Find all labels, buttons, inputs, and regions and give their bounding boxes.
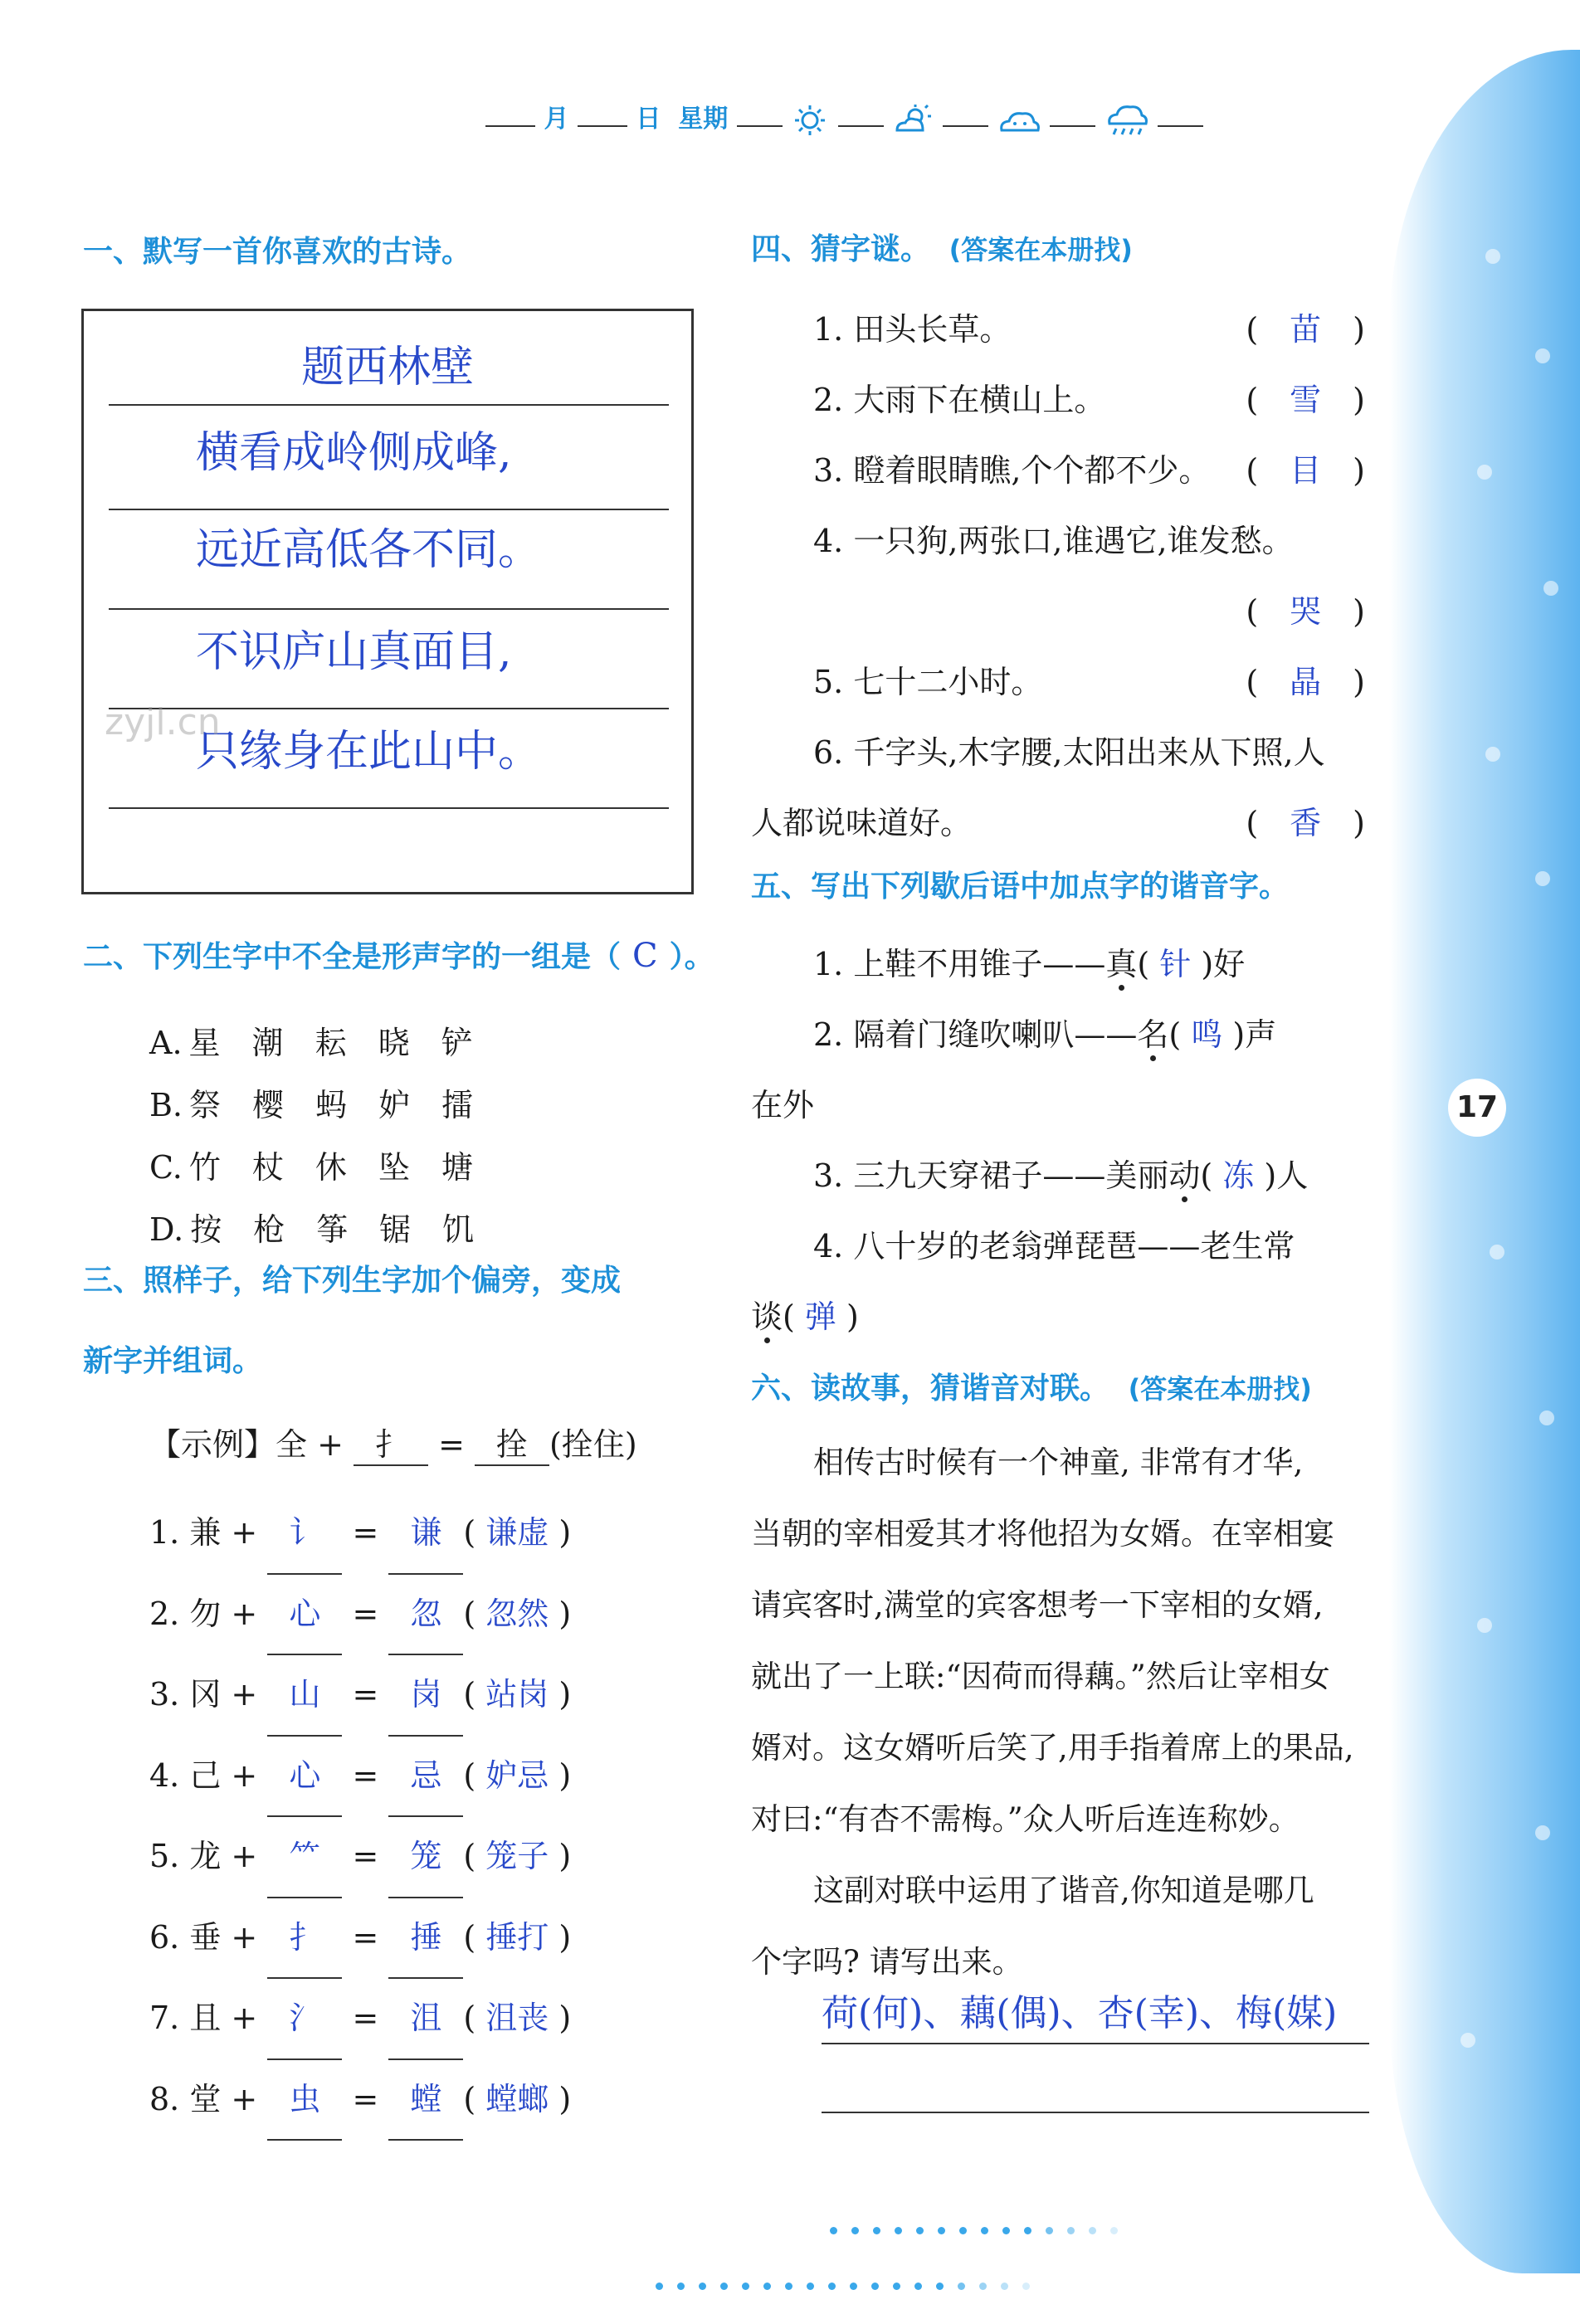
paw-print-decoration: [1477, 465, 1492, 480]
option-label: B.: [149, 1087, 183, 1123]
paw-print-decoration: [1543, 581, 1558, 596]
date-header: [485, 98, 1203, 137]
xiehouyu-row: 谈( 弹 ): [751, 1298, 859, 1335]
option-row: B. 祭 樱 蚂 妒 擂: [149, 1087, 474, 1123]
radical-item: 1. 兼 + 讠 = 谦 ( 谦虚 ): [149, 1493, 571, 1575]
xiehouyu-row: 3. 三九天穿裙子——美丽动( 冻 )人: [813, 1157, 1309, 1194]
radical-item: 8. 堂 + 虫 = 螳 ( 螳螂 ): [149, 2060, 571, 2141]
sunny-icon: [791, 105, 837, 134]
month-label: 月: [544, 105, 569, 134]
riddles: [751, 295, 1365, 859]
story-line: 当朝的宰相爱其才将他招为女婿。在宰相宴: [751, 1516, 1334, 1552]
question-line: 个字吗? 请写出来。: [751, 1944, 1023, 1980]
section6-note: (答案在本册找): [1128, 1373, 1312, 1405]
riddle-row: 2. 大雨下在横山上。 ( 雪 ): [813, 382, 1365, 418]
riddle-row: 1. 田头长草。 ( 苗 ): [813, 311, 1365, 348]
writing-line: [109, 509, 669, 510]
xiehouyu-items: [751, 929, 1365, 1352]
page-number: 17: [1448, 1079, 1506, 1137]
story-text: [751, 1427, 1373, 1998]
radical-item: 6. 垂 + 扌 = 捶 ( 捶打 ): [149, 1898, 571, 1980]
story-line: 相传古时候有一个神童, 非常有才华,: [813, 1445, 1304, 1480]
radical-item: 2. 勿 + 心 = 忽 ( 忽然 ): [149, 1575, 571, 1656]
section4-note: (答案在本册找): [948, 234, 1133, 266]
couplet-answer: 荷(何)、藕(偶)、杏(幸)、梅(媒): [822, 1983, 1369, 2044]
partly-sunny-icon: [892, 105, 942, 134]
riddle-answer-row: ( 哭 ): [1246, 593, 1365, 630]
poem-title: 题西林壁: [300, 343, 474, 392]
answer-line: [822, 2112, 1369, 2113]
example-word: (拴住): [549, 1426, 637, 1463]
riddle-row: 4. 一只狗,两张口,谁遇它,谁发愁。: [813, 523, 1294, 559]
example-row: 【示例】全 + 扌 = 拴 (拴住): [149, 1419, 637, 1466]
section3-title-line2: 新字并组词。: [83, 1344, 263, 1378]
section4-title: [751, 226, 1133, 268]
section5-title: 五、写出下列歇后语中加点字的谐音字。: [751, 870, 1290, 904]
riddle-row: 6. 千字头,木字腰,太阳出来从下照,人: [813, 734, 1325, 771]
section2-title-prefix: 二、下列生字中不全是形声字的一组是（: [83, 940, 622, 974]
riddle-row: 5. 七十二小时。 ( 晶 ): [813, 664, 1365, 700]
section6-title: [751, 1365, 1312, 1407]
writing-line: [109, 404, 669, 406]
radical-item: 5. 龙 + ⺮ = 笼 ( 笼子 ): [149, 1817, 571, 1898]
option-row: C. 竹 杖 休 坠 塘: [149, 1149, 473, 1186]
poem-line: 横看成岭侧成峰,: [196, 428, 512, 478]
section2-options: [149, 1012, 474, 1261]
writing-line: [109, 608, 669, 610]
riddle-row: 3. 瞪着眼睛瞧,个个都不少。 ( 目 ): [813, 452, 1365, 489]
story-line: 就出了一上联:“因荷而得藕。”然后让宰相女: [751, 1659, 1330, 1694]
option-label: A.: [149, 1025, 183, 1061]
watermark: zyjl.cn: [105, 701, 221, 743]
poem-line: 不识庐山真面目,: [196, 627, 512, 677]
xiehouyu-row: 在外: [751, 1087, 815, 1123]
weekday-label: 星期: [678, 105, 729, 134]
section2-answer: C: [632, 937, 658, 975]
xiehouyu-row: 2. 隔着门缝吹喇叭——名( 鸣 )声: [813, 1016, 1277, 1053]
decorative-sidebar: [1389, 50, 1580, 2273]
section2-title-suffix: ）。: [669, 940, 714, 974]
paw-print-decoration: [1490, 1245, 1504, 1259]
radical-item: 4. 己 + 心 = 忌 ( 妒忌 ): [149, 1737, 571, 1818]
story-line: 请宾客时,满堂的宾客想考一下宰相的女婿,: [751, 1587, 1324, 1623]
question-line: 这副对联中运用了谐音,你知道是哪几: [813, 1873, 1314, 1908]
example-result: 拴: [475, 1419, 549, 1466]
poem-line: 远近高低各不同。: [196, 525, 542, 575]
paw-print-decoration: [1477, 1618, 1492, 1633]
writing-line: [109, 807, 669, 809]
option-label: C.: [149, 1149, 183, 1186]
paw-print-decoration: [1535, 871, 1550, 886]
paw-print-decoration: [1535, 1825, 1550, 1840]
section6-title-text: 六、读故事，猜谐音对联。: [751, 1372, 1110, 1406]
option-label: D.: [149, 1211, 184, 1248]
cloudy-icon: [997, 105, 1050, 134]
paw-print-decoration: [1485, 249, 1500, 264]
example-radical: 扌: [354, 1419, 428, 1466]
example-label: 【示例】全 +: [149, 1426, 344, 1463]
paw-print-decoration: [1535, 348, 1550, 363]
poem-box: [81, 309, 694, 894]
section1-title: 一、默写一首你喜欢的古诗。: [83, 235, 472, 269]
rainy-icon: [1105, 105, 1158, 134]
radical-item: 7. 且 + 氵 = 沮 ( 沮丧 ): [149, 1979, 571, 2060]
section4-title-text: 四、猜字谜。: [751, 232, 931, 266]
paw-print-decoration: [1485, 747, 1500, 762]
poem-line: 只缘身在此山中。: [196, 727, 542, 777]
option-row: D. 按 枪 筝 锯 饥: [149, 1211, 475, 1248]
day-label: 日: [636, 105, 661, 134]
story-line: 婿对。这女婿听后笑了,用手指着席上的果品,: [751, 1730, 1354, 1766]
section2-title: [83, 933, 714, 976]
story-line: 对曰:“有杏不需梅。”众人听后连连称妙。: [751, 1801, 1300, 1837]
dotted-decoration: [830, 2222, 1132, 2238]
section3-items: [149, 1493, 571, 2141]
xiehouyu-row: 4. 八十岁的老翁弹琵琶——老生常: [813, 1228, 1295, 1264]
dotted-decoration: [656, 2278, 1044, 2293]
xiehouyu-row: 1. 上鞋不用锥子——真( 针 )好: [813, 946, 1246, 982]
paw-print-decoration: [1539, 1410, 1554, 1425]
section3-title-line1: 三、照样子，给下列生字加个偏旁，变成: [83, 1264, 622, 1298]
riddle-row: 人都说味道好。 ( 香 ): [751, 805, 1365, 841]
paw-print-decoration: [1461, 2033, 1475, 2048]
option-row: A. 星 潮 耘 晓 铲: [149, 1025, 473, 1061]
radical-item: 3. 冈 + 山 = 岗 ( 站岗 ): [149, 1655, 571, 1737]
